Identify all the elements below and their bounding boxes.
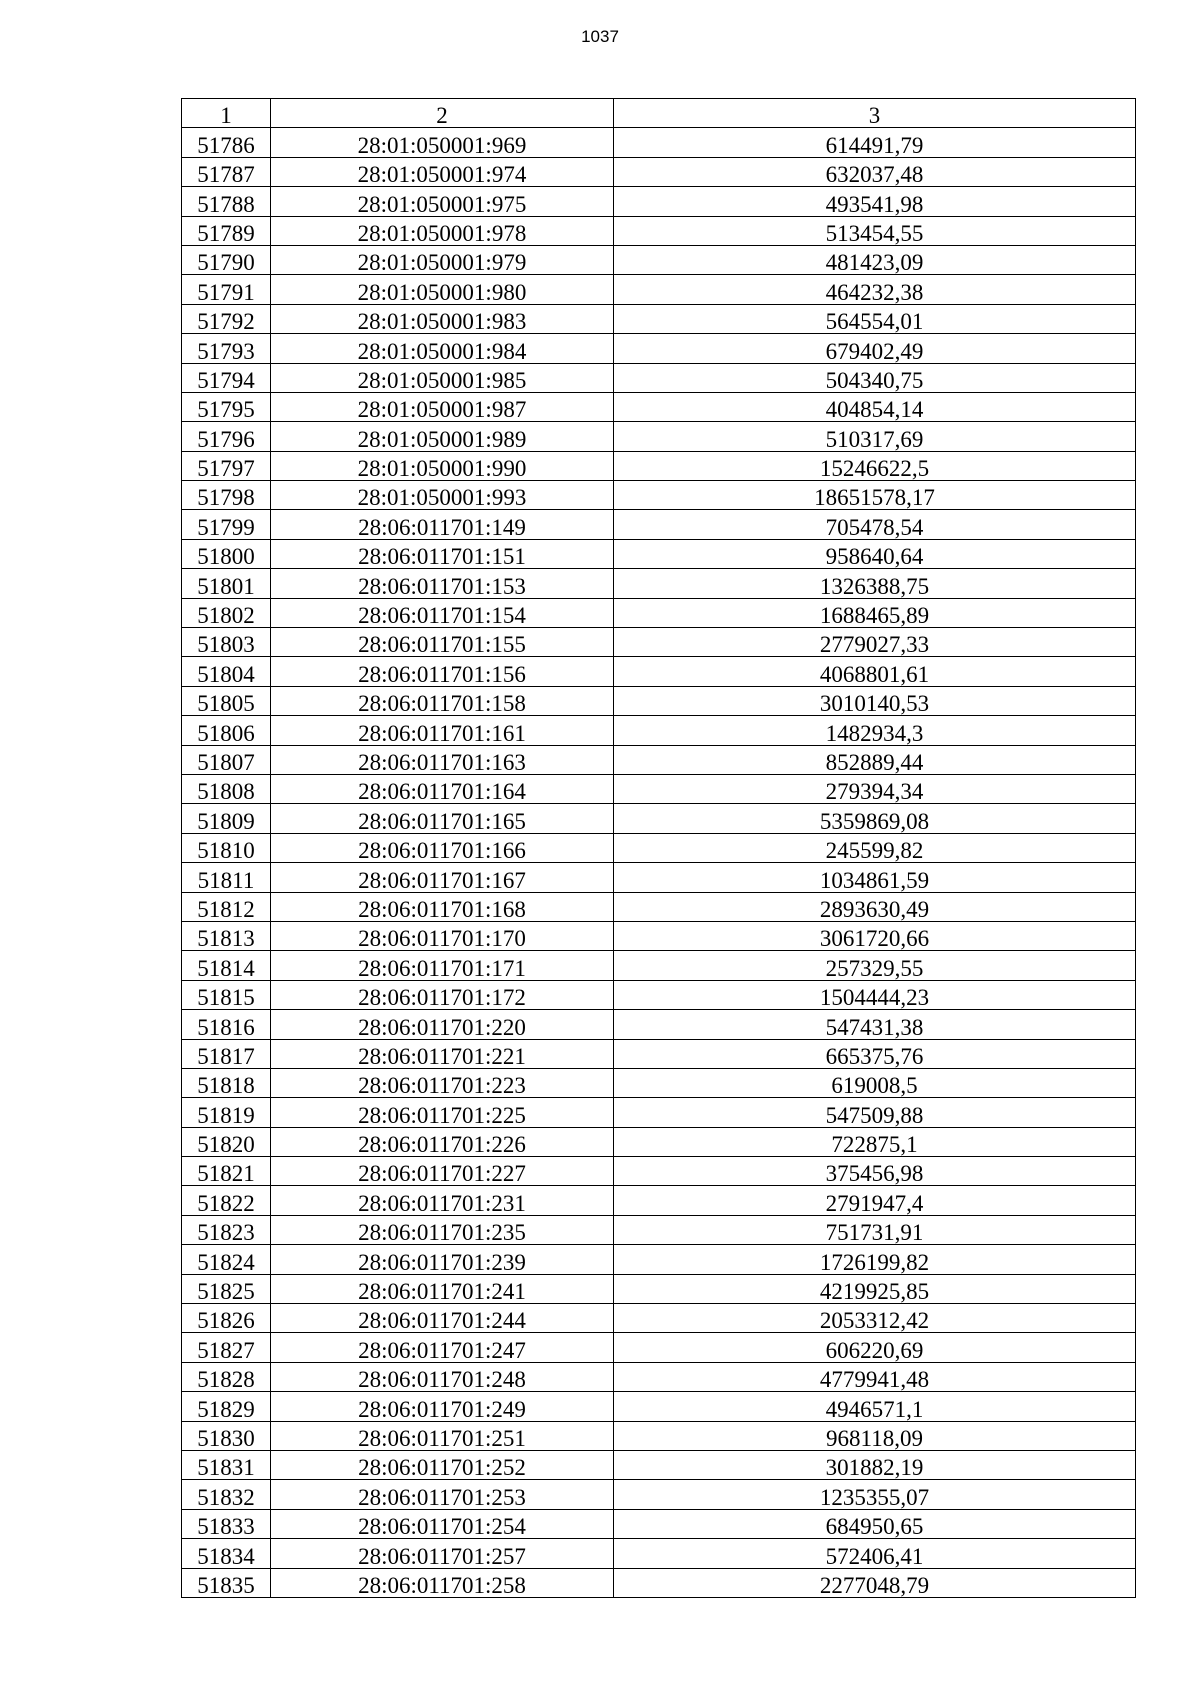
value-cell: 1726199,82: [614, 1245, 1136, 1274]
row-number-cell: 51810: [182, 833, 271, 862]
table-row: [182, 1362, 1136, 1391]
row-number-cell: 51812: [182, 892, 271, 921]
value-cell: 15246622,5: [614, 451, 1136, 480]
cadastral-number-cell: 28:01:050001:974: [271, 157, 614, 186]
table-row: [182, 1186, 1136, 1215]
row-number-cell: 51815: [182, 980, 271, 1009]
value-cell: 18651578,17: [614, 481, 1136, 510]
row-number-cell: 51809: [182, 804, 271, 833]
cadastral-number-cell: 28:06:011701:149: [271, 510, 614, 539]
row-number-cell: 51808: [182, 774, 271, 803]
row-number-cell: 51792: [182, 304, 271, 333]
cadastral-number-cell: 28:06:011701:164: [271, 774, 614, 803]
row-number-cell: 51828: [182, 1362, 271, 1391]
cadastral-number-cell: 28:06:011701:235: [271, 1215, 614, 1244]
table-row: [182, 334, 1136, 363]
cadastral-number-cell: 28:06:011701:227: [271, 1157, 614, 1186]
value-cell: 547431,38: [614, 1010, 1136, 1039]
cadastral-number-cell: 28:01:050001:969: [271, 128, 614, 157]
table-row: [182, 745, 1136, 774]
table-row: [182, 951, 1136, 980]
row-number-cell: 51803: [182, 628, 271, 657]
row-number-cell: 51832: [182, 1480, 271, 1509]
data-table: [181, 98, 1136, 1598]
value-cell: 632037,48: [614, 157, 1136, 186]
row-number-cell: 51824: [182, 1245, 271, 1274]
cadastral-number-cell: 28:06:011701:156: [271, 657, 614, 686]
table-row: [182, 1068, 1136, 1097]
table-row: [182, 481, 1136, 510]
row-number-cell: 51822: [182, 1186, 271, 1215]
table-row: [182, 1392, 1136, 1421]
cadastral-number-cell: 28:06:011701:221: [271, 1039, 614, 1068]
cadastral-number-cell: 28:06:011701:167: [271, 863, 614, 892]
table-row: [182, 892, 1136, 921]
table-row: [182, 392, 1136, 421]
value-cell: 547509,88: [614, 1098, 1136, 1127]
cadastral-number-cell: 28:06:011701:153: [271, 569, 614, 598]
value-cell: 684950,65: [614, 1509, 1136, 1538]
row-number-cell: 51834: [182, 1539, 271, 1568]
table-row: [182, 1098, 1136, 1127]
cadastral-number-cell: 28:01:050001:980: [271, 275, 614, 304]
cadastral-number-cell: 28:01:050001:985: [271, 363, 614, 392]
row-number-cell: 51833: [182, 1509, 271, 1538]
cadastral-number-cell: 28:06:011701:155: [271, 628, 614, 657]
table-row: [182, 804, 1136, 833]
cadastral-number-cell: 28:06:011701:247: [271, 1333, 614, 1362]
row-number-cell: 51805: [182, 686, 271, 715]
row-number-cell: 51821: [182, 1157, 271, 1186]
value-cell: 1688465,89: [614, 598, 1136, 627]
value-cell: 1235355,07: [614, 1480, 1136, 1509]
cadastral-number-cell: 28:06:011701:151: [271, 539, 614, 568]
row-number-cell: 51790: [182, 245, 271, 274]
value-cell: 279394,34: [614, 774, 1136, 803]
cadastral-number-cell: 28:01:050001:993: [271, 481, 614, 510]
table-row: [182, 657, 1136, 686]
value-cell: 619008,5: [614, 1068, 1136, 1097]
cadastral-number-cell: 28:06:011701:171: [271, 951, 614, 980]
cadastral-number-cell: 28:06:011701:223: [271, 1068, 614, 1097]
cadastral-number-cell: 28:01:050001:978: [271, 216, 614, 245]
value-cell: 2791947,4: [614, 1186, 1136, 1215]
table-row: [182, 1509, 1136, 1538]
table-row: [182, 451, 1136, 480]
table-row: [182, 1274, 1136, 1303]
table-row: [182, 1215, 1136, 1244]
value-cell: 2893630,49: [614, 892, 1136, 921]
cadastral-number-cell: 28:06:011701:158: [271, 686, 614, 715]
value-cell: 1326388,75: [614, 569, 1136, 598]
cadastral-number-cell: 28:06:011701:161: [271, 716, 614, 745]
row-number-cell: 51796: [182, 422, 271, 451]
cadastral-number-cell: 28:06:011701:170: [271, 921, 614, 950]
cadastral-number-cell: 28:06:011701:244: [271, 1304, 614, 1333]
value-cell: 510317,69: [614, 422, 1136, 451]
row-number-cell: 51811: [182, 863, 271, 892]
table-row: [182, 275, 1136, 304]
cadastral-number-cell: 28:06:011701:248: [271, 1362, 614, 1391]
value-cell: 4219925,85: [614, 1274, 1136, 1303]
row-number-cell: 51807: [182, 745, 271, 774]
row-number-cell: 51814: [182, 951, 271, 980]
value-cell: 513454,55: [614, 216, 1136, 245]
value-cell: 4946571,1: [614, 1392, 1136, 1421]
value-cell: 3061720,66: [614, 921, 1136, 950]
value-cell: 375456,98: [614, 1157, 1136, 1186]
value-cell: 1504444,23: [614, 980, 1136, 1009]
value-cell: 679402,49: [614, 334, 1136, 363]
table-row: [182, 774, 1136, 803]
table-row: [182, 716, 1136, 745]
table-row: [182, 157, 1136, 186]
cadastral-number-cell: 28:01:050001:975: [271, 187, 614, 216]
table-row: [182, 245, 1136, 274]
table-row: [182, 833, 1136, 862]
row-number-cell: 51823: [182, 1215, 271, 1244]
table-row: [182, 1010, 1136, 1039]
value-cell: 5359869,08: [614, 804, 1136, 833]
value-cell: 665375,76: [614, 1039, 1136, 1068]
cadastral-number-cell: 28:06:011701:254: [271, 1509, 614, 1538]
cadastral-number-cell: 28:06:011701:166: [271, 833, 614, 862]
row-number-cell: 51830: [182, 1421, 271, 1450]
column-header-2: 2: [271, 99, 614, 128]
table-row: [182, 1333, 1136, 1362]
value-cell: 257329,55: [614, 951, 1136, 980]
row-number-cell: 51802: [182, 598, 271, 627]
value-cell: 705478,54: [614, 510, 1136, 539]
row-number-cell: 51789: [182, 216, 271, 245]
row-number-cell: 51788: [182, 187, 271, 216]
table-row: [182, 1157, 1136, 1186]
table-row: [182, 1568, 1136, 1597]
value-cell: 614491,79: [614, 128, 1136, 157]
table-row: [182, 863, 1136, 892]
row-number-cell: 51818: [182, 1068, 271, 1097]
cadastral-number-cell: 28:06:011701:226: [271, 1127, 614, 1156]
cadastral-number-cell: 28:01:050001:987: [271, 392, 614, 421]
table-row: [182, 363, 1136, 392]
cadastral-number-cell: 28:06:011701:172: [271, 980, 614, 1009]
value-cell: 4068801,61: [614, 657, 1136, 686]
cadastral-number-cell: 28:06:011701:253: [271, 1480, 614, 1509]
table-row: [182, 539, 1136, 568]
value-cell: 493541,98: [614, 187, 1136, 216]
table-row: [182, 216, 1136, 245]
row-number-cell: 51819: [182, 1098, 271, 1127]
table-row: [182, 1245, 1136, 1274]
value-cell: 751731,91: [614, 1215, 1136, 1244]
table-row: [182, 1480, 1136, 1509]
value-cell: 1482934,3: [614, 716, 1136, 745]
row-number-cell: 51800: [182, 539, 271, 568]
value-cell: 2779027,33: [614, 628, 1136, 657]
table-row: [182, 569, 1136, 598]
row-number-cell: 51813: [182, 921, 271, 950]
table-row: [182, 128, 1136, 157]
value-cell: 4779941,48: [614, 1362, 1136, 1391]
row-number-cell: 51791: [182, 275, 271, 304]
value-cell: 1034861,59: [614, 863, 1136, 892]
row-number-cell: 51827: [182, 1333, 271, 1362]
value-cell: 404854,14: [614, 392, 1136, 421]
row-number-cell: 51786: [182, 128, 271, 157]
cadastral-number-cell: 28:06:011701:239: [271, 1245, 614, 1274]
cadastral-number-cell: 28:06:011701:231: [271, 1186, 614, 1215]
table-row: [182, 980, 1136, 1009]
row-number-cell: 51787: [182, 157, 271, 186]
cadastral-number-cell: 28:06:011701:251: [271, 1421, 614, 1450]
row-number-cell: 51816: [182, 1010, 271, 1039]
row-number-cell: 51820: [182, 1127, 271, 1156]
row-number-cell: 51817: [182, 1039, 271, 1068]
row-number-cell: 51795: [182, 392, 271, 421]
value-cell: 572406,41: [614, 1539, 1136, 1568]
row-number-cell: 51826: [182, 1304, 271, 1333]
value-cell: 2277048,79: [614, 1568, 1136, 1597]
cadastral-number-cell: 28:06:011701:168: [271, 892, 614, 921]
cadastral-number-cell: 28:06:011701:154: [271, 598, 614, 627]
row-number-cell: 51806: [182, 716, 271, 745]
cadastral-number-cell: 28:06:011701:257: [271, 1539, 614, 1568]
row-number-cell: 51797: [182, 451, 271, 480]
table-row: [182, 628, 1136, 657]
column-header-3: 3: [614, 99, 1136, 128]
value-cell: 968118,09: [614, 1421, 1136, 1450]
row-number-cell: 51798: [182, 481, 271, 510]
cadastral-number-cell: 28:06:011701:241: [271, 1274, 614, 1303]
column-header-1: 1: [182, 99, 271, 128]
table-row: [182, 686, 1136, 715]
value-cell: 606220,69: [614, 1333, 1136, 1362]
table-row: [182, 1450, 1136, 1479]
table-row: [182, 1304, 1136, 1333]
table-header-row: [182, 99, 1136, 128]
table-row: [182, 510, 1136, 539]
table-row: [182, 598, 1136, 627]
table-row: [182, 304, 1136, 333]
row-number-cell: 51799: [182, 510, 271, 539]
value-cell: 481423,09: [614, 245, 1136, 274]
table-row: [182, 422, 1136, 451]
value-cell: 2053312,42: [614, 1304, 1136, 1333]
table-body: [182, 99, 1136, 1598]
table-row: [182, 1539, 1136, 1568]
row-number-cell: 51801: [182, 569, 271, 598]
table-row: [182, 1039, 1136, 1068]
cadastral-number-cell: 28:06:011701:258: [271, 1568, 614, 1597]
value-cell: 504340,75: [614, 363, 1136, 392]
value-cell: 852889,44: [614, 745, 1136, 774]
page-number: 1037: [581, 27, 619, 46]
table-row: [182, 1421, 1136, 1450]
table-row: [182, 1127, 1136, 1156]
cadastral-number-cell: 28:01:050001:979: [271, 245, 614, 274]
cadastral-number-cell: 28:01:050001:983: [271, 304, 614, 333]
row-number-cell: 51793: [182, 334, 271, 363]
value-cell: 245599,82: [614, 833, 1136, 862]
value-cell: 3010140,53: [614, 686, 1136, 715]
value-cell: 958640,64: [614, 539, 1136, 568]
cadastral-number-cell: 28:01:050001:989: [271, 422, 614, 451]
table-row: [182, 187, 1136, 216]
row-number-cell: 51829: [182, 1392, 271, 1421]
cadastral-number-cell: 28:06:011701:225: [271, 1098, 614, 1127]
cadastral-number-cell: 28:06:011701:220: [271, 1010, 614, 1039]
cadastral-number-cell: 28:06:011701:249: [271, 1392, 614, 1421]
value-cell: 464232,38: [614, 275, 1136, 304]
value-cell: 564554,01: [614, 304, 1136, 333]
cadastral-number-cell: 28:06:011701:165: [271, 804, 614, 833]
row-number-cell: 51794: [182, 363, 271, 392]
value-cell: 301882,19: [614, 1450, 1136, 1479]
row-number-cell: 51835: [182, 1568, 271, 1597]
row-number-cell: 51825: [182, 1274, 271, 1303]
cadastral-number-cell: 28:06:011701:163: [271, 745, 614, 774]
cadastral-number-cell: 28:06:011701:252: [271, 1450, 614, 1479]
row-number-cell: 51831: [182, 1450, 271, 1479]
cadastral-number-cell: 28:01:050001:984: [271, 334, 614, 363]
table-row: [182, 921, 1136, 950]
cadastral-number-cell: 28:01:050001:990: [271, 451, 614, 480]
row-number-cell: 51804: [182, 657, 271, 686]
value-cell: 722875,1: [614, 1127, 1136, 1156]
